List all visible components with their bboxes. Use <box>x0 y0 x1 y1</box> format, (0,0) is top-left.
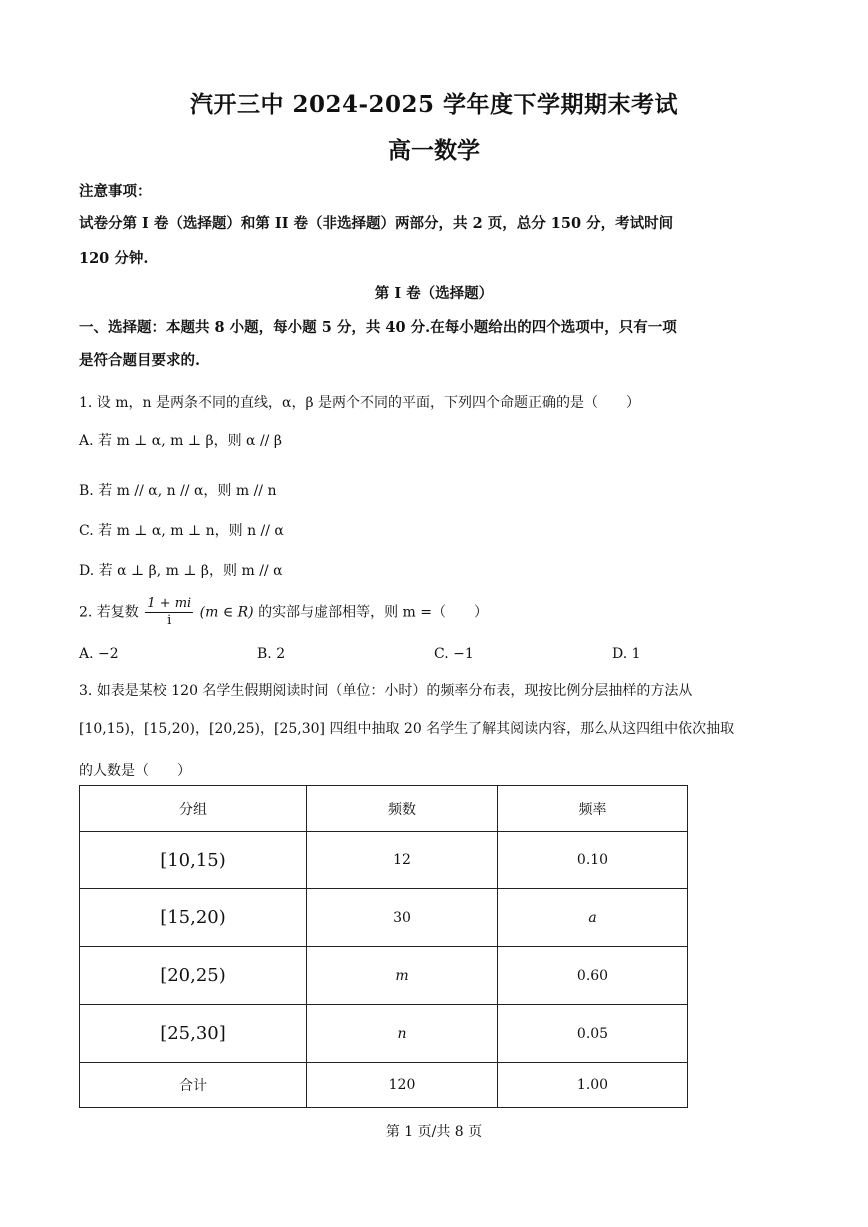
question-1-option-b: B. 若 m // α, n // α，则 m // n <box>79 483 277 499</box>
table-row <box>80 832 688 889</box>
table-cell-frequency: 0.05 <box>498 1005 688 1063</box>
table-row <box>80 1005 688 1063</box>
question-1-option-d: D. 若 α ⊥ β, m ⊥ β，则 m // α <box>79 563 283 579</box>
question-3-line-1: 3. 如表是某校 120 名学生假期阅读时间（单位：小时）的频率分布表，现按比例分层抽样的方法从 <box>79 683 693 699</box>
table-cell-count: m <box>307 947 498 1005</box>
section-instructions-2: 是符合题目要求的. <box>79 352 201 369</box>
table-total-row <box>80 1063 688 1108</box>
question-3-line-2: [10,15)，[15,20)，[20,25)，[25,30] 四组中抽取 20 名学生了解其阅读内容，那么从这四组中依次抽取 <box>79 721 735 737</box>
frequency-table <box>79 785 688 1108</box>
table-header-row <box>80 786 688 832</box>
notice-heading: 注意事项： <box>79 183 152 200</box>
table-cell-count: 120 <box>307 1063 498 1108</box>
table-cell-frequency: 0.60 <box>498 947 688 1005</box>
question-1-option-a: A. 若 m ⊥ α, m ⊥ β，则 α // β <box>79 433 282 449</box>
table-cell-group: [25,30] <box>80 1005 307 1063</box>
complex-fraction <box>145 596 193 629</box>
notice-line-1: 试卷分第 I 卷（选择题）和第 II 卷（非选择题）两部分，共 2 页，总分 150 分，考试时间 <box>79 215 674 232</box>
table-cell-group: [20,25) <box>80 947 307 1005</box>
table-row <box>80 889 688 947</box>
table-cell-frequency: 1.00 <box>498 1063 688 1108</box>
question-1-stem: 1. 设 m，n 是两条不同的直线，α，β 是两个不同的平面，下列四个命题正确的是（ ） <box>79 395 640 411</box>
subject-title: 高一数学 <box>388 137 480 164</box>
table-header-cell: 分组 <box>80 786 307 832</box>
question-3-line-3: 的人数是（ ） <box>79 763 191 779</box>
notice-line-2: 120 分钟. <box>79 250 149 267</box>
question-2-option-c: C. −1 <box>434 646 474 662</box>
table-cell-frequency: 0.10 <box>498 832 688 889</box>
question-2-prefix: 2. 若复数 <box>79 604 139 621</box>
question-2-stem <box>79 596 488 629</box>
part-title: 第 I 卷（选择题） <box>374 285 494 302</box>
table-cell-count: 30 <box>307 889 498 947</box>
table-cell-group: [10,15) <box>80 832 307 889</box>
fraction-numerator: 1 + mi <box>147 596 192 611</box>
exam-title: 汽开三中 2024-2025 学年度下学期期末考试 <box>189 91 679 118</box>
question-2-suffix: 的实部与虚部相等，则 m =（ ） <box>258 604 489 621</box>
table-cell-group: 合计 <box>80 1063 307 1108</box>
question-2-option-d: D. 1 <box>612 646 641 662</box>
table-cell-count: n <box>307 1005 498 1063</box>
question-2-option-a: A. −2 <box>79 646 119 662</box>
fraction-denominator: i <box>167 613 172 628</box>
table-header-cell: 频率 <box>498 786 688 832</box>
question-1-option-c: C. 若 m ⊥ α, m ⊥ n，则 n // α <box>79 523 284 539</box>
table-row <box>80 947 688 1005</box>
table-header-cell: 频数 <box>307 786 498 832</box>
question-2-condition: (m ∈ R) <box>199 604 254 621</box>
section-instructions-1: 一、选择题：本题共 8 小题，每小题 5 分，共 40 分.在每小题给出的四个选项中，只有一项 <box>79 319 677 336</box>
table-cell-group: [15,20) <box>80 889 307 947</box>
table-cell-frequency: a <box>498 889 688 947</box>
table-cell-count: 12 <box>307 832 498 889</box>
question-2-option-b: B. 2 <box>257 646 286 662</box>
page-footer: 第 1 页/共 8 页 <box>385 1124 483 1140</box>
